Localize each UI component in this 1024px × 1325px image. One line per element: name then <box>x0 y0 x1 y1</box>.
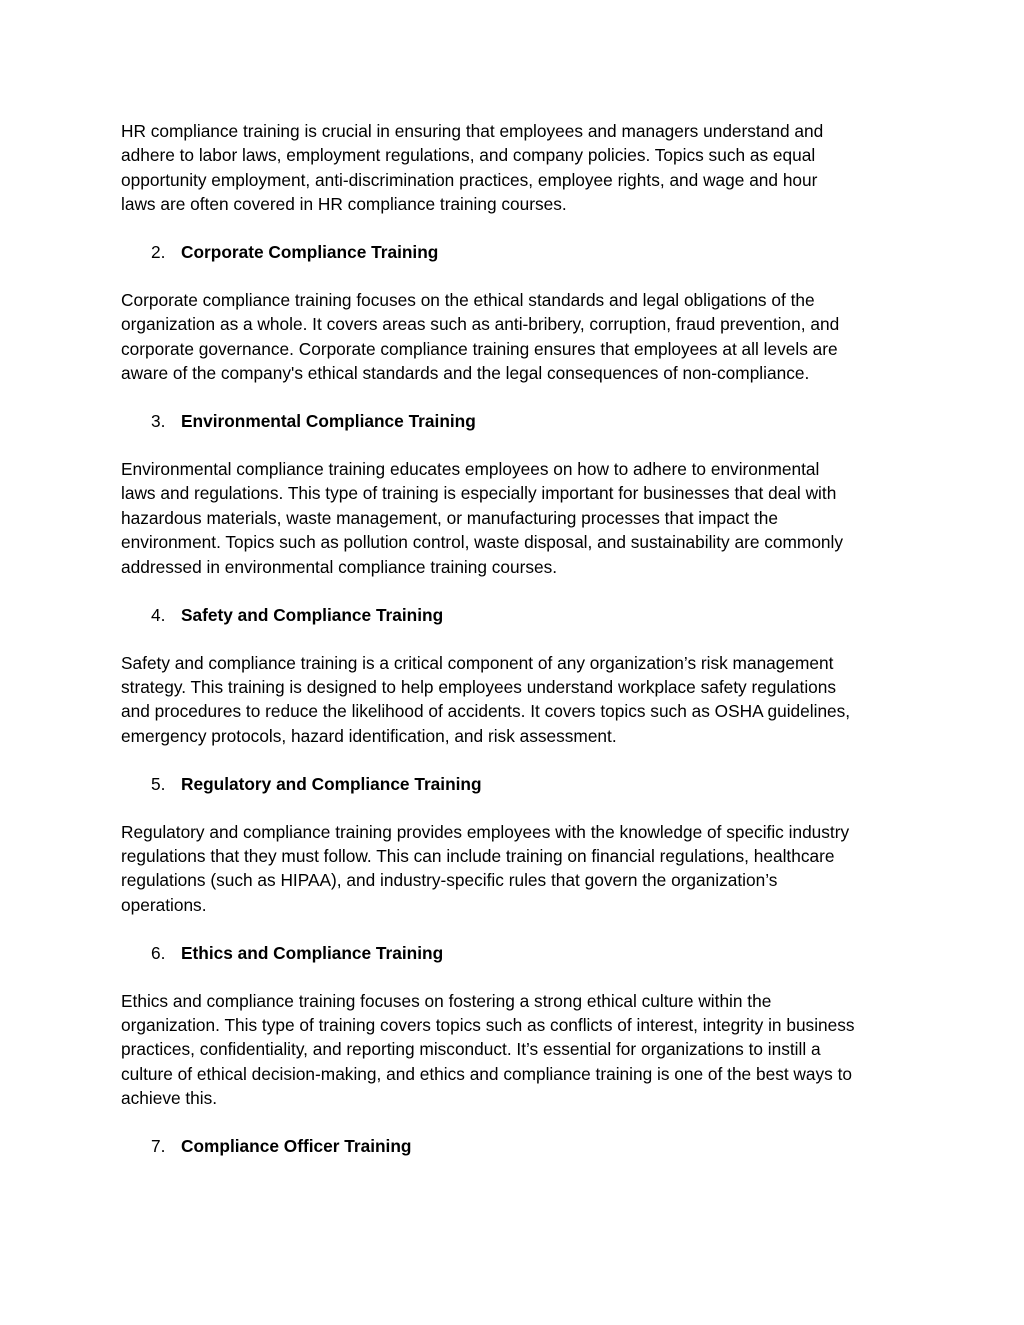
section-number: 4. <box>151 604 166 625</box>
section-heading-compliance-officer <box>151 1134 911 1158</box>
section-number: 5. <box>151 773 166 794</box>
section-paragraph-corporate: Corporate compliance training focuses on the ethical standards and legal obligations of the organization as a whole. It covers areas such as anti-bribery, corruption, fraud prevention, and corporate governance. Corporate compliance training ensures that employees at all levels are aware of the company's ethical standards and the legal consequences of non-compliance. <box>121 290 840 384</box>
section-heading-regulatory <box>151 772 911 796</box>
section-number: 2. <box>151 242 166 263</box>
section-heading-environmental <box>151 409 911 433</box>
intro-paragraph: HR compliance training is crucial in ensuring that employees and managers understand and adhere to labor laws, employment regulations, and company policies. Topics such as equal opportunity employment, anti-discrimination practices, employee rights, and wage and hour laws are often covered in HR compliance training courses. <box>121 121 824 215</box>
section-number: 6. <box>151 942 166 963</box>
section-paragraph-ethics: Ethics and compliance training focuses on fostering a strong ethical culture within the organization. This type of training covers topics such as conflicts of interest, integrity in business practices, confidentiality, and reporting misconduct. It’s essential for organizations to instill a culture of ethical decision-making, and ethics and compliance training is one of the best ways to achieve this. <box>121 990 855 1109</box>
section-title: Environmental Compliance Training <box>181 411 476 432</box>
section-title: Safety and Compliance Training <box>181 604 444 625</box>
section-heading-ethics <box>151 941 911 965</box>
section-title: Ethics and Compliance Training <box>181 942 444 963</box>
section-number: 7. <box>151 1136 166 1157</box>
section-heading-safety <box>151 603 911 627</box>
section-title: Corporate Compliance Training <box>181 242 439 263</box>
section-number: 3. <box>151 411 166 432</box>
document-page <box>121 119 911 1182</box>
section-paragraph-regulatory: Regulatory and compliance training provides employees with the knowledge of specific industry regulations that they must follow. This can include training on financial regulations, healthcare regulations (such as HIPAA), and industry-specific rules that govern the organization’s operations. <box>121 821 850 915</box>
section-title: Regulatory and Compliance Training <box>181 773 482 794</box>
section-paragraph-environmental: Environmental compliance training educates employees on how to adhere to environmental laws and regulations. This type of training is especially important for businesses that deal with hazardous materials, waste management, or manufacturing processes that impact the environment. Topics such as pollution control, waste disposal, and sustainability are commonly addressed in environmental compliance training courses. <box>121 459 844 577</box>
section-paragraph-safety: Safety and compliance training is a critical component of any organization’s risk management strategy. This training is designed to help employees understand workplace safety regulations and procedures to reduce the likelihood of accidents. It covers topics such as OSHA guidelines, emergency protocols, hazard identification, and risk assessment. <box>121 652 851 746</box>
section-title: Compliance Officer Training <box>181 1136 412 1157</box>
section-heading-corporate <box>151 240 911 264</box>
